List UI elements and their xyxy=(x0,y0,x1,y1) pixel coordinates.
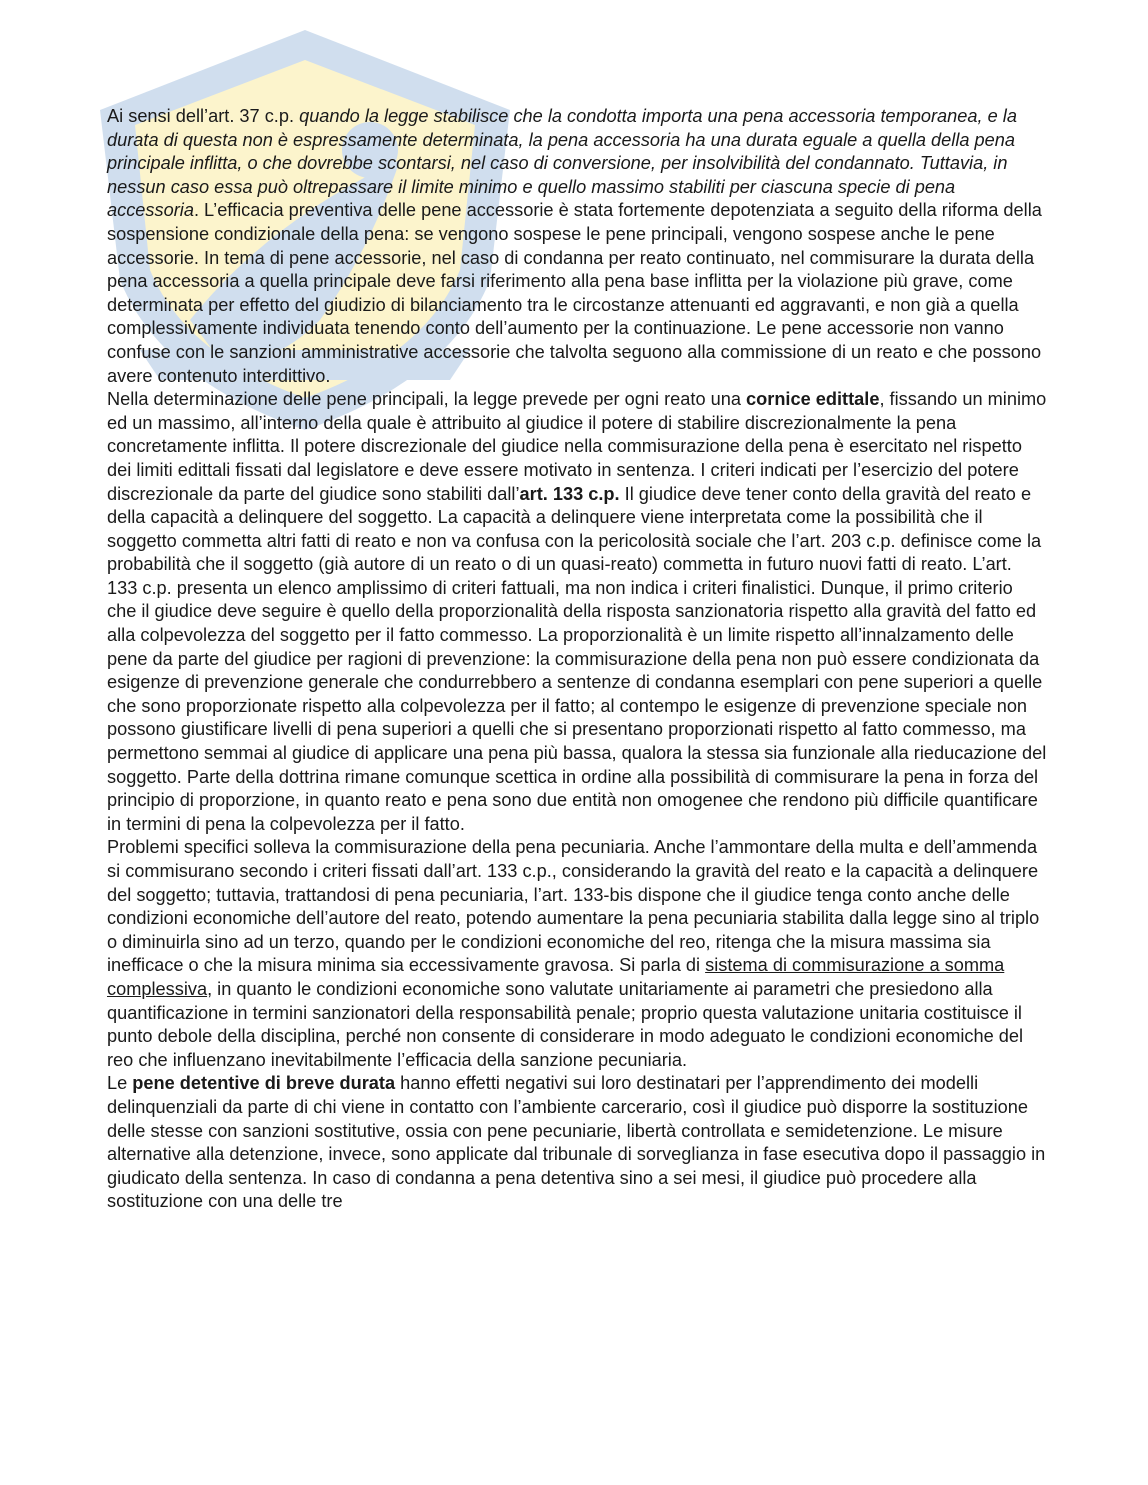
text-segment: , fissando un minimo ed un massimo, all’interno della quale è attribuito al giudice il potere di stabilire discrezionalmente la pena concretamente inflitta. Il potere discrezionale del giudice nella commisurazione della pena è esercitato nel rispetto dei limiti edittali fissati dal legislatore e deve essere motivato in sentenza. I criteri indicati per l’esercizio del potere discrezionale da parte del giudice sono stabiliti dall’ xyxy=(107,389,1047,504)
document-body xyxy=(107,105,1047,1214)
text-segment: Le xyxy=(107,1073,133,1094)
text-segment: , in quanto le condizioni economiche sono valutate unitariamente ai parametri che presiedono alla quantificazione in termini sanzionatori della responsabilità penale; proprio questa valutazione unitaria costituisce il punto debole della disciplina, perché non consente di considerare in modo adeguato le condizioni economiche del reo che influenzano inevitabilmente l’efficacia della sanzione pecuniaria. xyxy=(107,978,1024,1070)
paragraph xyxy=(107,105,1047,388)
text-segment: hanno effetti negativi sui loro destinatari per l’apprendimento dei modelli delinquenziali da parte di chi viene in contatto con l’ambiente carcerario, così il giudice può disporre la sostituzione delle stesse con sanzioni sostitutive, ossia con pene pecuniarie, libertà controllata e semidetenzione. Le misure alternative alla detenzione, invece, sono applicate dal tribunale di sorveglianza in fase esecutiva dopo il passaggio in giudicato della sentenza. In caso di condanna a pena detentiva sino a sei mesi, il giudice può procedere alla sostituzione con una delle tre xyxy=(107,1073,1046,1212)
bold-text-segment: cornice edittale xyxy=(746,389,880,410)
paragraph xyxy=(107,1072,1047,1214)
paragraph xyxy=(107,836,1047,1072)
text-segment: Ai sensi dell’art. 37 c.p. xyxy=(107,106,300,126)
text-segment: . L’efficacia preventiva delle pene accessorie è stata fortemente depotenziata a seguito della riforma della sospensione condizionale della pena: se vengono sospese le pene principali, vengono sospese anche le pene accessorie. In tema di pene accessorie, nel caso di condanna per reato continuato, nel commisurare la durata della pena accessoria a quella principale deve farsi riferimento alla pena base inflitta per la violazione più grave, come determinata per effetto del giudizio di bilanciamento tra le circostanze attenuanti ed aggravanti, e non già a quella complessivamente individuata tenendo conto dell’aumento per la continuazione. Le pene accessorie non vanno confuse con le sanzioni amministrative accessorie che talvolta seguono alla commissione di un reato e che possono avere contenuto interdittivo. xyxy=(107,200,1042,386)
text-segment: Il giudice deve tener conto della gravità del reato e della capacità a delinquere del soggetto. La capacità a delinquere viene interpretata come la possibilità che il soggetto commetta altri fatti di reato e non va confusa con la pericolosità sociale che l’art. 203 c.p. definisce come la probabilità che il soggetto (già autore di un reato o di un quasi-reato) commetta in futuro nuovi fatti di reato. L’art. 133 c.p. presenta un elenco amplissimo di criteri fattuali, ma non indica i criteri finalistici. Dunque, il primo criterio che il giudice deve seguire è quello della proporzionalità della risposta sanzionatoria rispetto alla gravità del fatto ed alla colpevolezza del soggetto per il fatto commesso. La proporzionalità è un limite rispetto all’innalzamento delle pene da parte del giudice per ragioni di prevenzione: la commisurazione della pena non può essere condizionata da esigenze di prevenzione generale che condurrebbero a sentenze di condanna esemplari con pene superiori a quelle che sono proporzionate rispetto alla colpevolezza per il fatto; al contempo le esigenze di prevenzione speciale non possono giustificare livelli di pena superiori a quelli che si presentano proporzionati rispetto al fatto commesso, ma permettono semmai al giudice di applicare una pena più bassa, qualora la stessa sia funzionale alla rieducazione del soggetto. Parte della dottrina rimane comunque scettica in ordine alla possibilità di commisurare la pena in forza del principio di proporzione, in quanto reato e pena sono due entità non omogenee che rendono più difficile quantificare in termini di pena la colpevolezza per il fatto. xyxy=(107,483,1047,834)
text-segment: Nella determinazione delle pene principali, la legge prevede per ogni reato una xyxy=(107,389,747,410)
italic-text-segment: quando la legge stabilisce che la condotta importa una pena accessoria temporanea, e la durata di questa non è espressamente determinata, la pena accessoria ha una durata eguale a quella della pena principale inflitta, o che dovrebbe scontarsi, nel caso di conversione, per insolvibilità del condannato. Tuttavia, in nessun caso essa può oltrepassare il limite minimo e quello massimo stabiliti per ciascuna specie di pena accessoria xyxy=(107,106,1017,221)
bold-text-segment: pene detentive di breve durata xyxy=(132,1073,396,1094)
bold-text-segment: art. 133 c.p. xyxy=(519,483,620,504)
text-segment: Problemi specifici solleva la commisurazione della pena pecuniaria. Anche l’ammontare della multa e dell’ammenda si commisurano secondo i criteri fissati dall’art. 133 c.p., considerando la gravità del reato e la capacità a delinquere del soggetto; tuttavia, trattandosi di pena pecuniaria, l’art. 133-bis dispone che il giudice tenga conto anche delle condizioni economiche dell’autore del reato, potendo aumentare la pena pecuniaria stabilita dalla legge sino al triplo o diminuirla sino ad un terzo, quando per le condizioni economiche del reo, ritenga che la misura massima sia inefficace o che la misura minima sia eccessivamente gravosa. Si parla di xyxy=(107,837,1040,976)
underline-text-segment: sistema di commisurazione a somma complessiva xyxy=(107,955,1005,999)
paragraph xyxy=(107,388,1047,836)
